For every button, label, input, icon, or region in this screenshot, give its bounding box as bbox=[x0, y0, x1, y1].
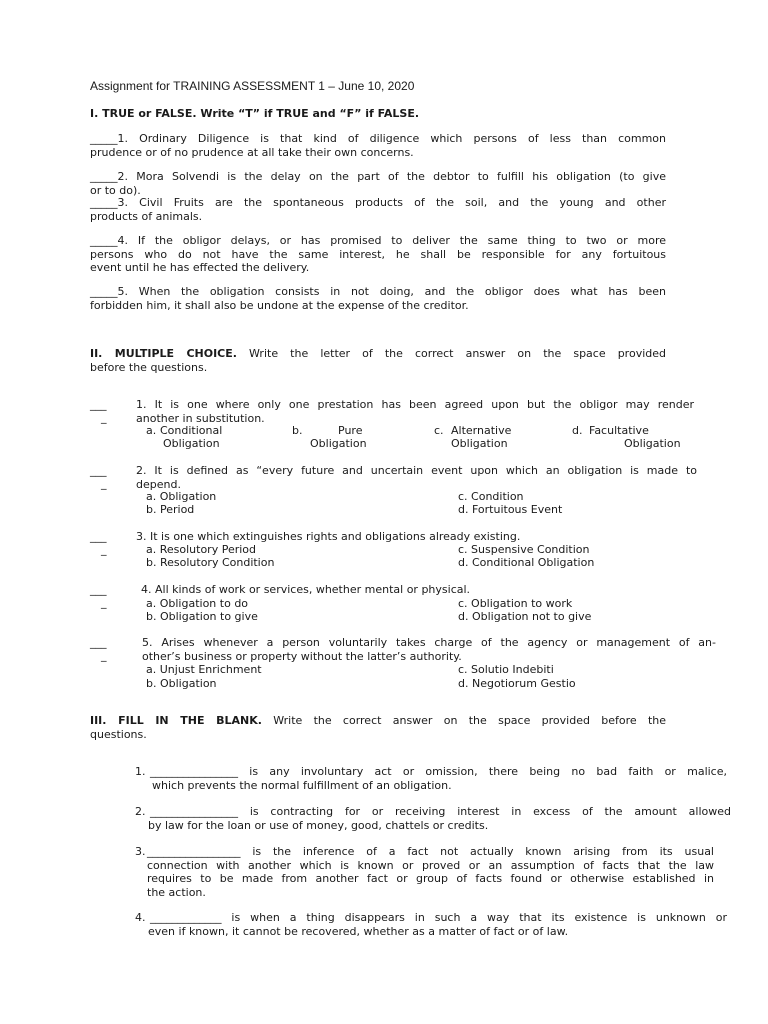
tf-question-text: 5. When the obligation consists in not doing, and the obligor does what has been bbox=[117, 285, 666, 298]
fill-question-text: which prevents the normal fulfillment of an obligation. bbox=[152, 778, 452, 792]
mc-choice[interactable]: d. Fortuitous Event bbox=[458, 503, 563, 516]
fill-question-text: is contracting for or receiving interest in excess of the amount allowed bbox=[238, 805, 731, 818]
tf-answer-blank[interactable]: _____ bbox=[90, 132, 118, 145]
mc-choice[interactable]: d. Conditional Obligation bbox=[458, 556, 595, 569]
section-multiple-choice-heading bbox=[90, 347, 666, 374]
tf-question-text: 4. If the obligor delays, or has promised to deliver the same thing to two or more bbox=[117, 234, 666, 247]
mc-answer-blank-tail: _ bbox=[101, 477, 107, 490]
mc-question-text: 4. All kinds of work or services, whether mental or physical. bbox=[141, 583, 471, 596]
mc-question-text: 1. It is one where only one prestation has been agreed upon but the obligor may render bbox=[136, 398, 694, 411]
fill-item-number: 1. bbox=[135, 765, 146, 778]
fill-item-number: 3. bbox=[135, 845, 146, 858]
mc-question-text: 5. Arises whenever a person voluntarily takes charge of the agency or management of an- bbox=[142, 636, 716, 649]
section-instruction: questions. bbox=[90, 727, 147, 741]
tf-answer-blank[interactable]: _____ bbox=[90, 285, 118, 298]
section-label: II. MULTIPLE CHOICE. bbox=[90, 347, 237, 360]
section-instruction: Write the letter of the correct answer on the space provided bbox=[236, 347, 666, 360]
mc-answer-blank[interactable]: ___ bbox=[90, 398, 107, 411]
tf-question-text: persons who do not have the same interest, he shall be responsible for any fortuitous bbox=[90, 247, 666, 261]
mc-choice[interactable]: Conditional bbox=[160, 424, 223, 437]
section-label: III. FILL IN THE BLANK. bbox=[90, 714, 262, 727]
mc-choice[interactable]: Facultative bbox=[589, 424, 649, 437]
fill-question-text: is any involuntary act or omission, there being no bad faith or malice, bbox=[238, 765, 727, 778]
fill-item-3 bbox=[147, 845, 714, 899]
tf-answer-blank[interactable]: _____ bbox=[90, 234, 118, 247]
tf-question-text: event until he has effected the delivery. bbox=[90, 261, 310, 274]
tf-answer-blank[interactable]: _____ bbox=[90, 196, 118, 209]
mc-choice-letter: d. bbox=[572, 424, 583, 437]
section-true-false-heading: I. TRUE or FALSE. Write “T” if TRUE and “F” if FALSE. bbox=[90, 107, 420, 120]
tf-item-3 bbox=[90, 196, 666, 223]
mc-choice[interactable]: Pure bbox=[338, 424, 363, 437]
mc-choice: Obligation bbox=[163, 437, 220, 450]
mc-question-2 bbox=[136, 464, 697, 491]
fill-answer-blank[interactable]: _____________ bbox=[150, 911, 222, 924]
mc-answer-blank[interactable]: ___ bbox=[90, 530, 107, 543]
mc-choice[interactable]: b. Obligation to give bbox=[146, 610, 258, 623]
mc-answer-blank[interactable]: ___ bbox=[90, 636, 107, 649]
tf-answer-blank[interactable]: _____ bbox=[90, 170, 118, 183]
fill-item-4 bbox=[150, 911, 727, 938]
fill-item-1 bbox=[150, 765, 727, 792]
tf-question-text: 2. Mora Solvendi is the delay on the part of the debtor to fulfill his obligation (to give bbox=[117, 170, 666, 183]
mc-choice[interactable]: a. Obligation bbox=[146, 490, 217, 503]
mc-choice[interactable]: d. Negotiorum Gestio bbox=[458, 677, 576, 690]
tf-item-2 bbox=[90, 170, 666, 197]
mc-answer-blank-tail: _ bbox=[101, 596, 107, 609]
tf-question-text: or to do). bbox=[90, 183, 141, 197]
section-fill-in-blank-heading bbox=[90, 714, 666, 741]
mc-choice[interactable]: Alternative bbox=[451, 424, 512, 437]
tf-item-1 bbox=[90, 132, 666, 159]
fill-answer-blank[interactable]: ________________ bbox=[150, 765, 238, 778]
fill-question-text: the action. bbox=[147, 885, 206, 899]
mc-answer-blank-tail: _ bbox=[101, 649, 107, 662]
section-instruction: before the questions. bbox=[90, 360, 208, 374]
fill-question-text: is when a thing disappears in such a way that its existence is unknown or bbox=[221, 911, 727, 924]
mc-answer-blank-tail: _ bbox=[101, 411, 107, 424]
mc-choice[interactable]: b. Resolutory Condition bbox=[146, 556, 275, 569]
fill-question-text: even if known, it cannot be recovered, whether as a matter of fact or of law. bbox=[148, 924, 569, 938]
mc-answer-blank[interactable]: ___ bbox=[90, 464, 107, 477]
fill-answer-blank[interactable]: _________________ bbox=[147, 845, 241, 858]
tf-item-5 bbox=[90, 285, 666, 312]
mc-question-text: 2. It is defined as “every future and uncertain event upon which an obligation is made to bbox=[136, 464, 697, 477]
tf-question-text: 3. Civil Fruits are the spontaneous products of the soil, and the young and other bbox=[117, 196, 666, 209]
mc-choice[interactable]: a. Resolutory Period bbox=[146, 543, 257, 556]
mc-choice[interactable]: c. Suspensive Condition bbox=[458, 543, 590, 556]
page-title: Assignment for TRAINING ASSESSMENT 1 – June 10, 2020 bbox=[90, 79, 415, 93]
fill-item-2 bbox=[150, 805, 731, 832]
tf-question-text: products of animals. bbox=[90, 209, 203, 223]
mc-question-1 bbox=[136, 398, 694, 425]
fill-question-text: is the inference of a fact not actually known arising from its usual bbox=[240, 845, 714, 858]
mc-choice[interactable]: c. Condition bbox=[458, 490, 524, 503]
mc-choice[interactable]: d. Obligation not to give bbox=[458, 610, 592, 623]
fill-item-number: 4. bbox=[135, 911, 146, 924]
section-instruction: Write the correct answer on the space provided before the bbox=[261, 714, 666, 727]
fill-question-text: connection with another which is known or proved or an assumption of facts that the law bbox=[147, 858, 714, 872]
tf-question-text: 1. Ordinary Diligence is that kind of diligence which persons of less than common bbox=[117, 132, 666, 145]
fill-question-text: by law for the loan or use of money, good, chattels or credits. bbox=[148, 818, 489, 832]
fill-answer-blank[interactable]: ________________ bbox=[150, 805, 238, 818]
mc-choice[interactable]: c. Obligation to work bbox=[458, 597, 573, 610]
mc-choice: Obligation bbox=[310, 437, 367, 450]
mc-question-text: other’s business or property without the latter’s authority. bbox=[142, 649, 462, 663]
tf-item-4 bbox=[90, 234, 666, 275]
mc-choice-letter: c. bbox=[434, 424, 444, 437]
tf-question-text: prudence or of no prudence at all take their own concerns. bbox=[90, 145, 414, 159]
mc-choice[interactable]: c. Solutio Indebiti bbox=[458, 663, 554, 676]
mc-choice[interactable]: b. Obligation bbox=[146, 677, 217, 690]
mc-choice[interactable]: b. Period bbox=[146, 503, 195, 516]
mc-choice-letter: a. bbox=[146, 424, 157, 437]
mc-choice: Obligation bbox=[451, 437, 508, 450]
mc-choice-letter: b. bbox=[292, 424, 303, 437]
mc-answer-blank-tail: _ bbox=[101, 543, 107, 556]
mc-question-text: 3. It is one which extinguishes rights and obligations already existing. bbox=[136, 530, 521, 543]
mc-choice[interactable]: a. Unjust Enrichment bbox=[146, 663, 262, 676]
tf-question-text: forbidden him, it shall also be undone at the expense of the creditor. bbox=[90, 298, 469, 312]
mc-question-text: depend. bbox=[136, 477, 181, 491]
mc-question-5 bbox=[142, 636, 716, 663]
mc-answer-blank[interactable]: ___ bbox=[90, 583, 107, 596]
mc-question-text: another in substitution. bbox=[136, 411, 265, 425]
fill-question-text: requires to be made from another fact or group of facts found or otherwise established in bbox=[147, 872, 714, 885]
mc-choice[interactable]: a. Obligation to do bbox=[146, 597, 249, 610]
mc-choice: Obligation bbox=[624, 437, 681, 450]
fill-item-number: 2. bbox=[135, 805, 146, 818]
